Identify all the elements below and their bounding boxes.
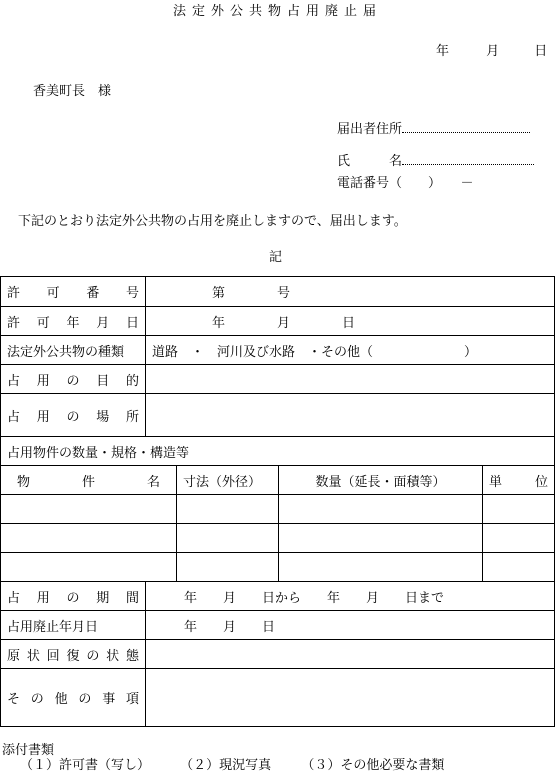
object-col-size [177,466,279,495]
restoration-field[interactable] [146,640,555,669]
abolish-date-field[interactable] [146,611,555,640]
object-col-name [1,466,177,495]
permit-number-label [1,277,146,307]
applicant-name-row [337,150,534,169]
other-label-text: そ の 他 の 事 項 [7,692,139,707]
applicant-name-label: 氏 名 [337,154,403,169]
purpose-row [1,365,555,394]
property-type-field[interactable] [146,336,555,365]
permit-date-label [1,307,146,336]
object-size-cell[interactable] [177,553,279,582]
name-fill-line[interactable] [402,152,534,165]
other-field[interactable] [146,669,555,727]
objects-header [1,437,555,466]
applicant-phone-label: 電話番号（ ） － [337,176,474,191]
permit-number-field[interactable] [146,277,555,307]
restoration-label-text: 原 状 回 復 の 状 態 [7,648,139,664]
purpose-field[interactable] [146,365,555,394]
restoration-row [1,640,555,669]
object-name-cell[interactable] [1,495,177,524]
object-col-size-text: 寸法（外径） [183,474,262,490]
property-type-row [1,336,555,365]
applicant-address-label: 届出者住所 [337,122,403,137]
object-quantity-cell[interactable] [279,553,483,582]
attachment-item: （２）現況写真 [180,758,272,773]
applicant-address-row [337,118,530,137]
permit-number-value: 第 号 [212,286,291,301]
object-col-unit [483,466,555,495]
table-row [1,553,555,582]
permit-number-label-text: 許 可 番 号 [7,286,139,301]
permit-date-field[interactable] [146,307,555,336]
permit-date-row [1,307,555,336]
abolish-date-value: 年 月 日 [184,619,276,635]
objects-columns-row [1,466,555,495]
ki-marker: 記 [269,250,283,265]
period-row [1,582,555,611]
location-row [1,394,555,437]
submission-date [436,40,547,59]
recipient: 香美町長 様 [33,84,112,99]
permit-date-value: 年 月 日 [212,315,356,331]
object-name-cell[interactable] [1,553,177,582]
object-name-cell[interactable] [1,524,177,553]
applicant-phone-row [337,172,474,191]
objects-header-text: 占用物件の数量・規格・構造等 [7,445,190,461]
attachment-item: （３）その他必要な書類 [301,758,445,773]
other-row [1,669,555,727]
restoration-label [1,640,146,669]
date-year-label: 年 [436,44,450,59]
property-type-label [1,336,146,365]
date-day-label: 日 [534,44,548,59]
document-title: 法定外公共物占用廃止届 [172,4,382,19]
object-unit-cell[interactable] [483,524,555,553]
object-quantity-cell[interactable] [279,495,483,524]
location-field[interactable] [146,394,555,437]
attachments-title: 添付書類 [2,743,55,758]
period-value: 年 月 日から 年 月 日まで [184,590,445,606]
object-col-quantity-text: 数量（延長・面積等） [315,474,446,490]
object-size-cell[interactable] [177,495,279,524]
declaration-text: 下記のとおり法定外公共物の占用を廃止しますので、届出します。 [18,214,407,229]
property-type-label-text: 法定外公共物の種類 [7,344,125,360]
table-row [1,495,555,524]
object-size-cell[interactable] [177,524,279,553]
permit-number-row [1,277,555,307]
table-row [1,524,555,553]
purpose-label [1,365,146,394]
date-month-label: 月 [486,44,500,59]
attachments-list [20,754,470,773]
permit-date-label-text: 許 可 年 月 日 [7,315,139,331]
purpose-label-text: 占 用 の 目 的 [7,373,139,389]
other-label [1,669,146,727]
abolish-date-label-text: 占用廃止年月日 [7,619,99,635]
form-table [0,276,555,727]
location-label [1,394,146,437]
objects-header-row [1,437,555,466]
period-field[interactable] [146,582,555,611]
attachment-item: （１）許可書（写し） [20,758,151,773]
object-unit-cell[interactable] [483,495,555,524]
address-fill-line[interactable] [402,120,530,133]
period-label-text: 占 用 の 期 間 [7,590,139,606]
property-type-value: 道路 ・ 河川及び水路 ・その他（ ） [152,344,478,360]
object-col-unit-text: 単 位 [489,474,549,490]
abolish-date-label [1,611,146,640]
location-label-text: 占 用 の 場 所 [7,409,139,425]
object-unit-cell[interactable] [483,553,555,582]
abolish-date-row [1,611,555,640]
object-quantity-cell[interactable] [279,524,483,553]
period-label [1,582,146,611]
object-col-name-text: 物 件 名 [17,474,160,490]
object-col-quantity [279,466,483,495]
